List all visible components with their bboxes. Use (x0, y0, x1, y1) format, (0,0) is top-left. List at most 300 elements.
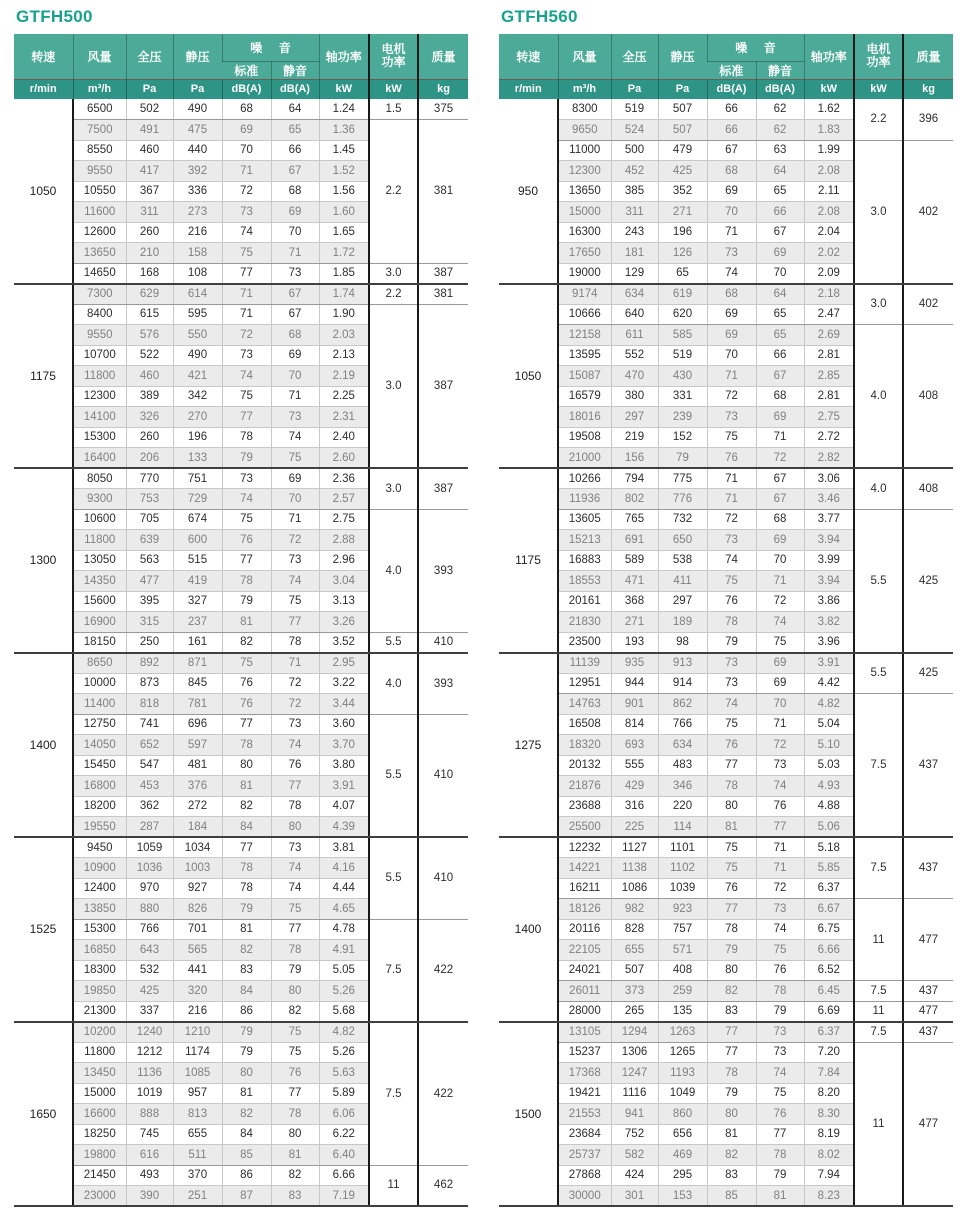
static-pressure-cell: 196 (173, 427, 222, 448)
flow-cell: 11400 (73, 694, 126, 715)
static-pressure-cell: 826 (173, 899, 222, 920)
total-pressure-cell: 634 (611, 284, 658, 305)
motor-power-cell: 5.5 (854, 509, 903, 653)
noise-quiet-cell: 70 (756, 263, 804, 284)
noise-quiet-cell: 62 (756, 99, 804, 120)
noise-standard-cell: 72 (707, 386, 756, 407)
noise-standard-cell: 71 (222, 161, 271, 182)
total-pressure-cell: 655 (611, 940, 658, 961)
flow-cell: 10266 (558, 468, 611, 489)
shaft-power-cell: 6.66 (319, 1165, 369, 1186)
shaft-power-cell: 2.88 (319, 530, 369, 551)
col-header-flow: 风量 (73, 34, 126, 79)
total-pressure-cell: 429 (611, 776, 658, 797)
total-pressure-cell: 315 (126, 612, 173, 633)
total-pressure-cell: 425 (126, 981, 173, 1002)
unit-static-pressure: Pa (658, 79, 707, 99)
shaft-power-cell: 4.91 (319, 940, 369, 961)
total-pressure-cell: 1212 (126, 1042, 173, 1063)
total-pressure-cell: 395 (126, 591, 173, 612)
flow-cell: 9174 (558, 284, 611, 305)
total-pressure-cell: 1306 (611, 1042, 658, 1063)
total-pressure-cell: 616 (126, 1145, 173, 1166)
total-pressure-cell: 944 (611, 673, 658, 694)
shaft-power-cell: 1.52 (319, 161, 369, 182)
static-pressure-cell: 108 (173, 263, 222, 284)
flow-cell: 8650 (73, 653, 126, 674)
shaft-power-cell: 3.77 (804, 509, 854, 530)
static-pressure-cell: 271 (658, 202, 707, 223)
motor-power-cell: 5.5 (854, 653, 903, 694)
static-pressure-cell: 766 (658, 714, 707, 735)
noise-quiet-cell: 76 (756, 960, 804, 981)
shaft-power-cell: 8.23 (804, 1186, 854, 1207)
noise-quiet-cell: 70 (271, 222, 319, 243)
shaft-power-cell: 4.82 (319, 1022, 369, 1043)
noise-quiet-cell: 74 (271, 858, 319, 879)
noise-quiet-cell: 77 (271, 919, 319, 940)
noise-quiet-cell: 72 (756, 591, 804, 612)
noise-quiet-cell: 75 (271, 1022, 319, 1043)
flow-cell: 30000 (558, 1186, 611, 1207)
shaft-power-cell: 3.80 (319, 755, 369, 776)
unit-static-pressure: Pa (173, 79, 222, 99)
mass-cell: 375 (418, 99, 468, 120)
noise-quiet-cell: 73 (756, 755, 804, 776)
speed-cell: 1400 (499, 837, 558, 1022)
noise-quiet-cell: 71 (271, 653, 319, 674)
noise-standard-cell: 76 (707, 735, 756, 756)
noise-standard-cell: 73 (707, 407, 756, 428)
static-pressure-cell: 184 (173, 817, 222, 838)
shaft-power-cell: 4.16 (319, 858, 369, 879)
static-pressure-cell: 1034 (173, 837, 222, 858)
noise-quiet-cell: 66 (271, 140, 319, 161)
shaft-power-cell: 7.94 (804, 1165, 854, 1186)
noise-quiet-cell: 68 (756, 509, 804, 530)
noise-standard-cell: 86 (222, 1165, 271, 1186)
flow-cell: 11600 (73, 202, 126, 223)
total-pressure-cell: 265 (611, 1001, 658, 1022)
mass-cell: 437 (903, 837, 953, 899)
flow-cell: 13605 (558, 509, 611, 530)
noise-standard-cell: 84 (222, 1124, 271, 1145)
shaft-power-cell: 2.69 (804, 325, 854, 346)
motor-power-cell: 7.5 (369, 919, 418, 1022)
speed-cell: 1050 (499, 284, 558, 469)
noise-standard-cell: 75 (707, 714, 756, 735)
mass-cell: 410 (418, 632, 468, 653)
flow-cell: 14350 (73, 571, 126, 592)
table-row (499, 1001, 953, 1022)
flow-cell: 24021 (558, 960, 611, 981)
shaft-power-cell: 3.06 (804, 468, 854, 489)
noise-quiet-cell: 72 (756, 878, 804, 899)
total-pressure-cell: 753 (126, 489, 173, 510)
static-pressure-cell: 1174 (173, 1042, 222, 1063)
flow-cell: 18250 (73, 1124, 126, 1145)
shaft-power-cell: 2.85 (804, 366, 854, 387)
mass-cell: 381 (418, 284, 468, 305)
flow-cell: 19508 (558, 427, 611, 448)
total-pressure-cell: 794 (611, 468, 658, 489)
noise-quiet-cell: 78 (756, 1145, 804, 1166)
flow-cell: 14650 (73, 263, 126, 284)
flow-cell: 18016 (558, 407, 611, 428)
noise-standard-cell: 79 (222, 1022, 271, 1043)
table-row (499, 99, 953, 120)
motor-power-cell: 11 (854, 899, 903, 981)
noise-standard-cell: 80 (707, 1104, 756, 1125)
flow-cell: 20132 (558, 755, 611, 776)
noise-standard-cell: 68 (707, 161, 756, 182)
static-pressure-cell: 775 (658, 468, 707, 489)
noise-standard-cell: 75 (222, 653, 271, 674)
flow-cell: 12600 (73, 222, 126, 243)
noise-standard-cell: 80 (707, 796, 756, 817)
total-pressure-cell: 362 (126, 796, 173, 817)
static-pressure-cell: 614 (173, 284, 222, 305)
shaft-power-cell: 1.65 (319, 222, 369, 243)
total-pressure-cell: 453 (126, 776, 173, 797)
mass-cell: 477 (903, 899, 953, 981)
flow-cell: 9450 (73, 837, 126, 858)
mass-cell: 387 (418, 263, 468, 284)
noise-standard-cell: 70 (222, 140, 271, 161)
flow-cell: 12951 (558, 673, 611, 694)
total-pressure-cell: 888 (126, 1104, 173, 1125)
shaft-power-cell: 5.04 (804, 714, 854, 735)
fan-model-section-gtfh500 (14, 7, 468, 1207)
total-pressure-cell: 576 (126, 325, 173, 346)
flow-cell: 13050 (73, 550, 126, 571)
static-pressure-cell: 914 (658, 673, 707, 694)
static-pressure-cell: 519 (658, 345, 707, 366)
noise-standard-cell: 80 (707, 960, 756, 981)
noise-quiet-cell: 71 (756, 714, 804, 735)
table-body (14, 99, 468, 1206)
flow-cell: 15000 (73, 1083, 126, 1104)
flow-cell: 10900 (73, 858, 126, 879)
static-pressure-cell: 656 (658, 1124, 707, 1145)
total-pressure-cell: 507 (611, 960, 658, 981)
noise-standard-cell: 70 (707, 202, 756, 223)
motor-power-label-line2: 功率 (381, 55, 406, 70)
total-pressure-cell: 424 (611, 1165, 658, 1186)
flow-cell: 8300 (558, 99, 611, 120)
noise-quiet-cell: 68 (271, 325, 319, 346)
unit-flow: m³/h (73, 79, 126, 99)
static-pressure-cell: 161 (173, 632, 222, 653)
noise-quiet-cell: 73 (271, 714, 319, 735)
total-pressure-cell: 982 (611, 899, 658, 920)
total-pressure-cell: 297 (611, 407, 658, 428)
shaft-power-cell: 3.13 (319, 591, 369, 612)
noise-standard-cell: 68 (707, 284, 756, 305)
static-pressure-cell: 655 (173, 1124, 222, 1145)
mass-cell: 408 (903, 468, 953, 509)
total-pressure-cell: 477 (126, 571, 173, 592)
total-pressure-cell: 640 (611, 304, 658, 325)
shaft-power-cell: 2.25 (319, 386, 369, 407)
motor-power-label-line1: 电机 (866, 42, 891, 57)
noise-quiet-cell: 73 (756, 1022, 804, 1043)
total-pressure-cell: 470 (611, 366, 658, 387)
shaft-power-cell: 2.57 (319, 489, 369, 510)
col-header-shaft-power: 轴功率 (319, 34, 369, 79)
noise-standard-cell: 84 (222, 981, 271, 1002)
flow-cell: 11000 (558, 140, 611, 161)
noise-quiet-cell: 71 (756, 858, 804, 879)
noise-standard-cell: 72 (222, 181, 271, 202)
total-pressure-cell: 741 (126, 714, 173, 735)
total-pressure-cell: 873 (126, 673, 173, 694)
static-pressure-cell: 425 (658, 161, 707, 182)
noise-quiet-cell: 70 (271, 489, 319, 510)
shaft-power-cell: 5.26 (319, 1042, 369, 1063)
shaft-power-cell: 1.74 (319, 284, 369, 305)
shaft-power-cell: 2.13 (319, 345, 369, 366)
static-pressure-cell: 196 (658, 222, 707, 243)
noise-standard-cell: 75 (707, 837, 756, 858)
total-pressure-cell: 563 (126, 550, 173, 571)
static-pressure-cell: 1210 (173, 1022, 222, 1043)
shaft-power-cell: 5.63 (319, 1063, 369, 1084)
total-pressure-cell: 491 (126, 120, 173, 141)
flow-cell: 21876 (558, 776, 611, 797)
noise-quiet-cell: 80 (271, 817, 319, 838)
total-pressure-cell: 818 (126, 694, 173, 715)
flow-cell: 16600 (73, 1104, 126, 1125)
table-row (14, 837, 468, 858)
noise-standard-cell: 85 (222, 1145, 271, 1166)
col-header-noise: 噪 音 (707, 34, 804, 61)
noise-quiet-cell: 67 (271, 161, 319, 182)
static-pressure-cell: 701 (173, 919, 222, 940)
flow-cell: 21000 (558, 448, 611, 469)
total-pressure-cell: 691 (611, 530, 658, 551)
noise-quiet-cell: 78 (271, 632, 319, 653)
flow-cell: 21830 (558, 612, 611, 633)
static-pressure-cell: 421 (173, 366, 222, 387)
shaft-power-cell: 3.22 (319, 673, 369, 694)
motor-power-cell: 4.0 (369, 653, 418, 715)
noise-standard-cell: 77 (707, 1042, 756, 1063)
noise-quiet-cell: 69 (756, 653, 804, 674)
static-pressure-cell: 619 (658, 284, 707, 305)
shaft-power-cell: 1.99 (804, 140, 854, 161)
static-pressure-cell: 696 (173, 714, 222, 735)
noise-standard-cell: 87 (222, 1186, 271, 1207)
unit-shaft-power: kW (804, 79, 854, 99)
shaft-power-cell: 5.89 (319, 1083, 369, 1104)
col-header-total-pressure: 全压 (126, 34, 173, 79)
col-header-static-pressure: 静压 (658, 34, 707, 79)
static-pressure-cell: 757 (658, 919, 707, 940)
flow-cell: 14100 (73, 407, 126, 428)
motor-power-cell: 4.0 (854, 468, 903, 509)
noise-quiet-cell: 75 (271, 899, 319, 920)
total-pressure-cell: 271 (611, 612, 658, 633)
noise-standard-cell: 82 (707, 981, 756, 1002)
static-pressure-cell: 871 (173, 653, 222, 674)
noise-standard-cell: 73 (222, 345, 271, 366)
flow-cell: 8050 (73, 468, 126, 489)
noise-standard-cell: 68 (222, 99, 271, 120)
total-pressure-cell: 417 (126, 161, 173, 182)
col-header-shaft-power: 轴功率 (804, 34, 854, 79)
mass-cell: 402 (903, 284, 953, 325)
motor-power-cell: 7.5 (854, 694, 903, 838)
noise-quiet-cell: 66 (756, 202, 804, 223)
noise-standard-cell: 78 (707, 919, 756, 940)
noise-standard-cell: 69 (222, 120, 271, 141)
motor-power-cell: 3.0 (369, 468, 418, 509)
static-pressure-cell: 297 (658, 591, 707, 612)
shaft-power-cell: 6.75 (804, 919, 854, 940)
noise-standard-cell: 84 (222, 817, 271, 838)
noise-standard-cell: 77 (222, 263, 271, 284)
mass-cell: 462 (418, 1165, 468, 1206)
total-pressure-cell: 301 (611, 1186, 658, 1207)
static-pressure-cell: 469 (658, 1145, 707, 1166)
total-pressure-cell: 250 (126, 632, 173, 653)
total-pressure-cell: 219 (611, 427, 658, 448)
shaft-power-cell: 8.20 (804, 1083, 854, 1104)
static-pressure-cell: 597 (173, 735, 222, 756)
shaft-power-cell: 3.81 (319, 837, 369, 858)
total-pressure-cell: 373 (611, 981, 658, 1002)
speed-cell: 1400 (14, 653, 73, 838)
static-pressure-cell: 370 (173, 1165, 222, 1186)
mass-cell: 387 (418, 304, 468, 468)
shaft-power-cell: 2.81 (804, 386, 854, 407)
mass-cell: 387 (418, 468, 468, 509)
flow-cell: 9300 (73, 489, 126, 510)
flow-cell: 12300 (73, 386, 126, 407)
noise-quiet-cell: 64 (756, 161, 804, 182)
shaft-power-cell: 4.88 (804, 796, 854, 817)
unit-mass: kg (418, 79, 468, 99)
fan-model-section-gtfh560 (499, 7, 953, 1207)
noise-standard-cell: 71 (222, 304, 271, 325)
noise-quiet-cell: 79 (756, 1001, 804, 1022)
flow-cell: 11800 (73, 366, 126, 387)
noise-quiet-cell: 77 (271, 612, 319, 633)
total-pressure-cell: 582 (611, 1145, 658, 1166)
total-pressure-cell: 615 (126, 304, 173, 325)
noise-quiet-cell: 70 (756, 550, 804, 571)
shaft-power-cell: 4.42 (804, 673, 854, 694)
noise-quiet-cell: 67 (756, 468, 804, 489)
flow-cell: 15213 (558, 530, 611, 551)
table-row (499, 1042, 953, 1063)
noise-quiet-cell: 72 (756, 735, 804, 756)
unit-flow: m³/h (558, 79, 611, 99)
static-pressure-cell: 650 (658, 530, 707, 551)
shaft-power-cell: 2.11 (804, 181, 854, 202)
static-pressure-cell: 511 (173, 1145, 222, 1166)
total-pressure-cell: 287 (126, 817, 173, 838)
shaft-power-cell: 2.31 (319, 407, 369, 428)
static-pressure-cell: 259 (658, 981, 707, 1002)
shaft-power-cell: 5.06 (804, 817, 854, 838)
static-pressure-cell: 957 (173, 1083, 222, 1104)
total-pressure-cell: 168 (126, 263, 173, 284)
motor-power-cell: 3.0 (369, 304, 418, 468)
noise-standard-cell: 75 (707, 571, 756, 592)
noise-quiet-cell: 78 (271, 1104, 319, 1125)
mass-cell: 477 (903, 1042, 953, 1206)
flow-cell: 20161 (558, 591, 611, 612)
mass-cell: 393 (418, 653, 468, 715)
shaft-power-cell: 2.18 (804, 284, 854, 305)
shaft-power-cell: 8.02 (804, 1145, 854, 1166)
motor-power-cell: 11 (854, 1001, 903, 1022)
noise-quiet-cell: 72 (271, 694, 319, 715)
unit-total-pressure: Pa (126, 79, 173, 99)
motor-power-cell: 11 (854, 1042, 903, 1206)
flow-cell: 6500 (73, 99, 126, 120)
flow-cell: 8550 (73, 140, 126, 161)
col-header-speed: 转速 (14, 34, 73, 79)
total-pressure-cell: 181 (611, 243, 658, 264)
noise-quiet-cell: 65 (271, 120, 319, 141)
total-pressure-cell: 522 (126, 345, 173, 366)
motor-power-cell: 2.2 (369, 284, 418, 305)
total-pressure-cell: 643 (126, 940, 173, 961)
flow-cell: 15237 (558, 1042, 611, 1063)
flow-cell: 15000 (558, 202, 611, 223)
total-pressure-cell: 1116 (611, 1083, 658, 1104)
flow-cell: 19000 (558, 263, 611, 284)
total-pressure-cell: 935 (611, 653, 658, 674)
unit-mass: kg (903, 79, 953, 99)
noise-quiet-cell: 78 (271, 796, 319, 817)
noise-quiet-cell: 68 (756, 386, 804, 407)
static-pressure-cell: 565 (173, 940, 222, 961)
shaft-power-cell: 3.96 (804, 632, 854, 653)
flow-cell: 9550 (73, 161, 126, 182)
total-pressure-cell: 260 (126, 222, 173, 243)
static-pressure-cell: 729 (173, 489, 222, 510)
static-pressure-cell: 273 (173, 202, 222, 223)
flow-cell: 16211 (558, 878, 611, 899)
table-row (499, 1022, 953, 1043)
fan-spec-table (14, 34, 468, 1207)
shaft-power-cell: 2.75 (319, 509, 369, 530)
motor-power-cell: 7.5 (854, 981, 903, 1002)
total-pressure-cell: 532 (126, 960, 173, 981)
flow-cell: 15087 (558, 366, 611, 387)
unit-noise-standard: dB(A) (707, 79, 756, 99)
shaft-power-cell: 3.82 (804, 612, 854, 633)
noise-quiet-cell: 71 (271, 386, 319, 407)
flow-cell: 16300 (558, 222, 611, 243)
total-pressure-cell: 389 (126, 386, 173, 407)
static-pressure-cell: 272 (173, 796, 222, 817)
total-pressure-cell: 1138 (611, 858, 658, 879)
shaft-power-cell: 5.18 (804, 837, 854, 858)
noise-quiet-cell: 67 (271, 304, 319, 325)
noise-standard-cell: 71 (707, 468, 756, 489)
fan-spec-table (499, 34, 953, 1207)
mass-cell: 425 (903, 653, 953, 694)
noise-standard-cell: 78 (222, 427, 271, 448)
noise-quiet-cell: 65 (756, 325, 804, 346)
motor-power-cell: 2.2 (854, 99, 903, 140)
shaft-power-cell: 8.30 (804, 1104, 854, 1125)
